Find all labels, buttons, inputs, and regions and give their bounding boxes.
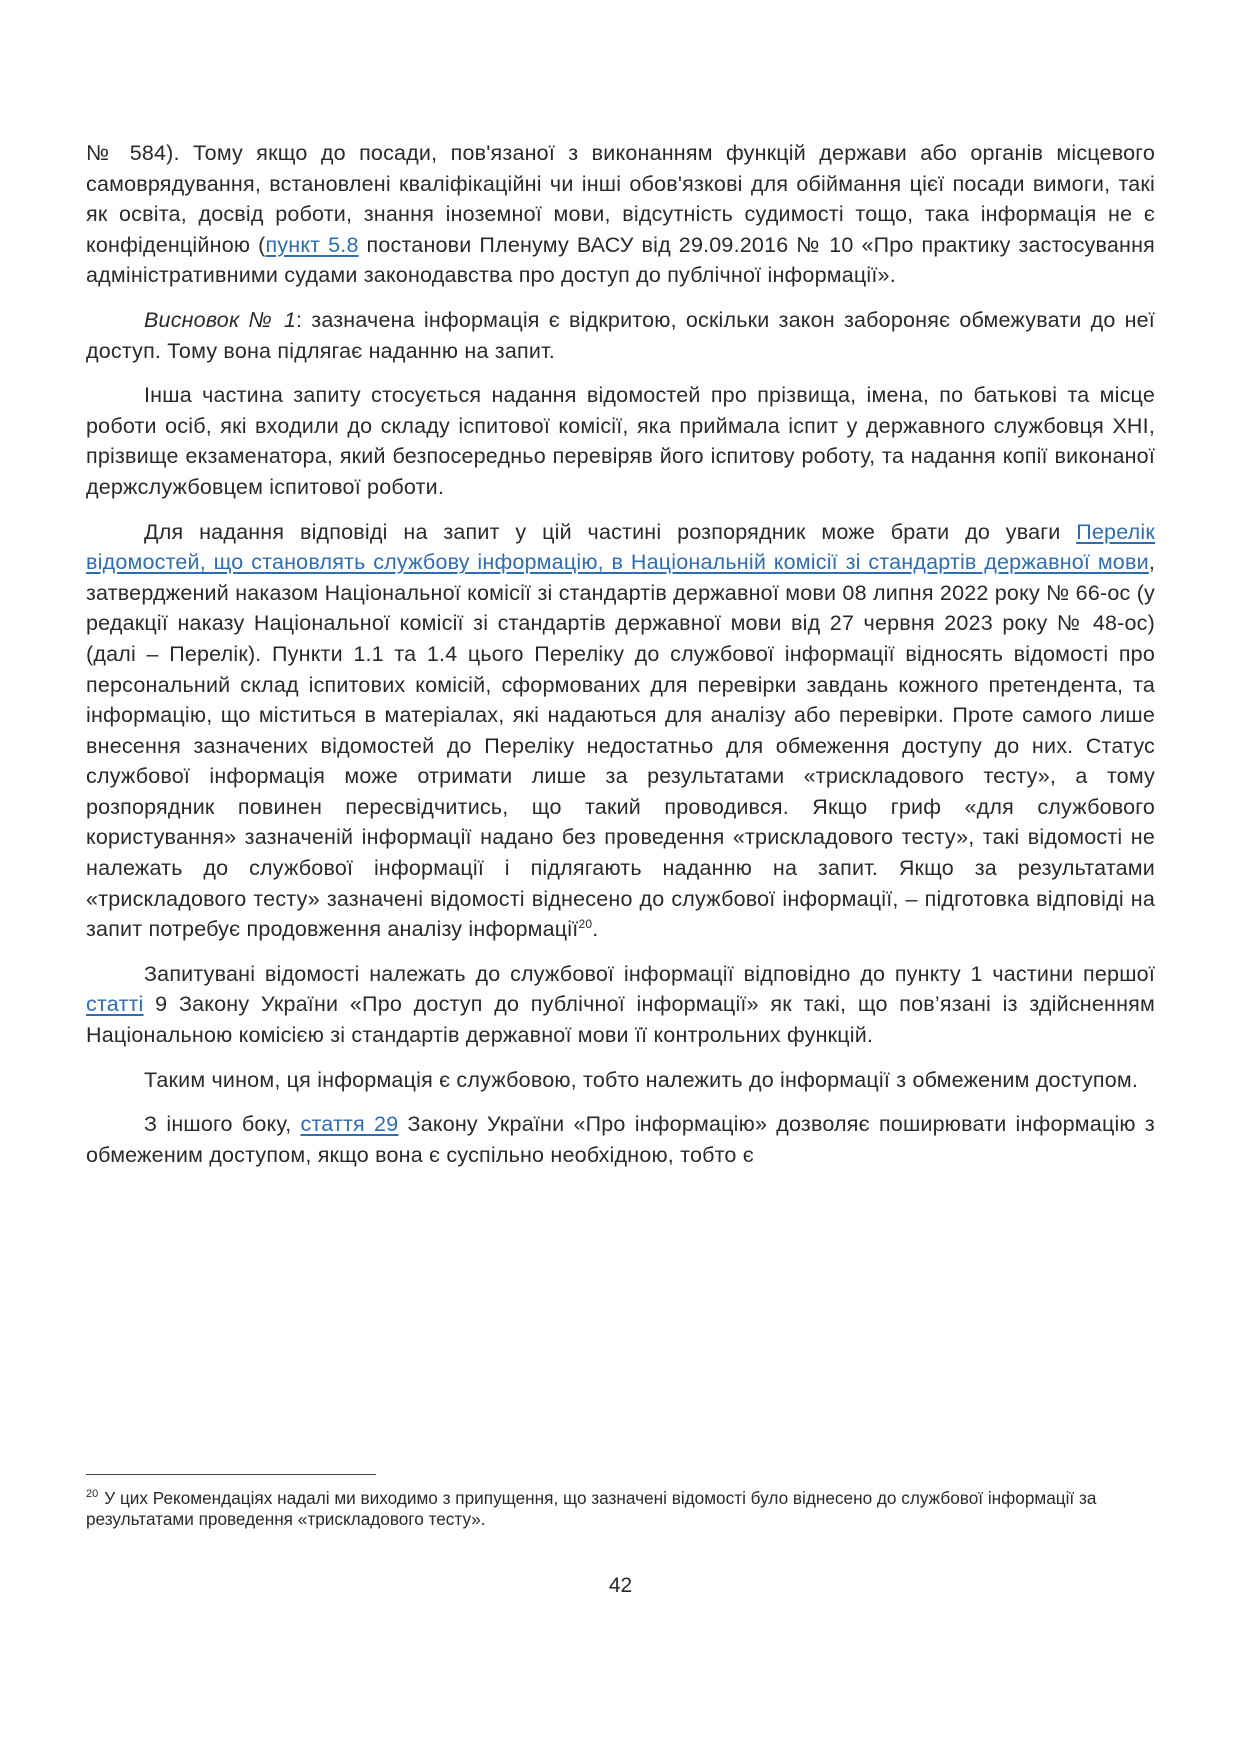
paragraph-requested-info [86,959,1155,1051]
paragraph-text: 9 Закону України «Про доступ до публічної інформації» як такі, що пов’язані із здійсненням Національною комісією зі стандартів державної мови її контрольних функцій. [86,992,1155,1048]
paragraph-text: Закону України «Про інформацію» дозволяє поширювати інформацію з обмеженим доступом, якщо вона є суспільно необхідною, тобто є [86,1112,1155,1167]
paragraph-perelik [86,517,1155,945]
paragraph-request-part: Інша частина запиту стосується надання відомостей про прізвища, імена, по батькові та місце роботи осіб, які входили до складу іспитової комісії, яка приймала іспит у державного службовця ХНІ, прізвище екзаменатора, який безпосередньо перевіряв його іспитову роботу, та надання копії виконаної держслужбовцем іспитової роботи. [86,383,1155,499]
paragraph-text: . [592,917,599,942]
page-number: 42 [608,1574,633,1597]
link-stattia-29[interactable]: стаття 29 [300,1112,399,1137]
footnote-text: У цих Рекомендаціях надалі ми виходимо з припущення, що зазначені відомості було віднесено до службової інформації за результатами проведення «трискладового тесту». [86,1488,1097,1529]
link-statti-9[interactable]: статті [86,992,144,1017]
paragraph-text: Для надання відповіді на запит у цій частині розпорядник може брати до уваги [144,519,1077,544]
paragraph-text: , затверджений наказом Національної комісії зі стандартів державної мови 08 липня 2022 року № 66-ос (у редакції наказу Національної комісії зі стандартів державної мови від 27 червня 2023 року № 48-ос) (далі – Перелік). Пункти 1.1 та 1.4 цього Переліку до службової інформації відносять відомості про персональний склад іспитових комісій, сформованих для перевірки завдань кожного претендента, та інформацію, що міститься в матеріалах, які надаються для аналізу або перевірки. Проте самого лише внесення зазначених відомостей до Переліку недостатньо для обмеження доступу до них. Статус службової інформація може отримати лише за результатами «трискладового тесту», а тому розпорядник повинен пересвідчитись, що такий проводився. Якщо гриф «для службового користування» зазначеній інформації надано без проведення «трискладового тесту», такі відомості не належать до службової інформації і підлягають наданню на запит. Якщо за результатами «трискладового тесту» зазначені відомості віднесено до службової інформації, – підготовка відповіді на запит потребує продовження аналізу інформації [86,550,1155,942]
paragraph-thus: Таким чином, ця інформація є службовою, тобто належить до інформації з обмеженим доступом. [144,1067,1139,1092]
paragraph-text: постанови Пленуму ВАСУ від 29.09.2016 № 10 «Про практику застосування адміністративними судами законодавства про доступ до публічної інформації». [86,232,1156,288]
paragraph-text: Запитувані відомості належать до службової інформації відповідно до пункту 1 частини першої [144,961,1155,986]
footnote-reference[interactable]: 20 [578,917,593,932]
link-punkt-5-8[interactable]: пункт 5.8 [265,232,359,257]
footnote-divider [86,1474,376,1475]
conclusion-label: Висновок № 1 [144,307,297,332]
paragraph-text: : зазначена інформація є відкритою, оскільки закон забороняє обмежувати до неї доступ. Тому вона підлягає наданню на запит. [86,307,1155,363]
footnote [86,1488,1155,1530]
document-body [86,138,1155,1170]
footnote-number: 20 [86,1488,99,1501]
paragraph-text: З іншого боку, [144,1112,301,1137]
paragraph-confidentiality [86,138,1155,291]
paragraph-text: № 584). Тому якщо до посади, пов'язаної з виконанням функцій держави або органів місцевого самоврядування, встановлені кваліфікаційні чи інші обов'язкові для обіймання цієї посади вимоги, такі як освіта, досвід роботи, знання іноземної мови, відсутність судимості тощо, така інформація не є конфіденційною ( [86,141,1155,257]
link-perelik-vidomostei[interactable]: Перелік відомостей, що становлять службову інформацію, в Національній комісії зі стандартів державної мови [86,519,1155,575]
paragraph-on-other-hand [86,1109,1155,1170]
paragraph-conclusion-1 [86,305,1155,366]
